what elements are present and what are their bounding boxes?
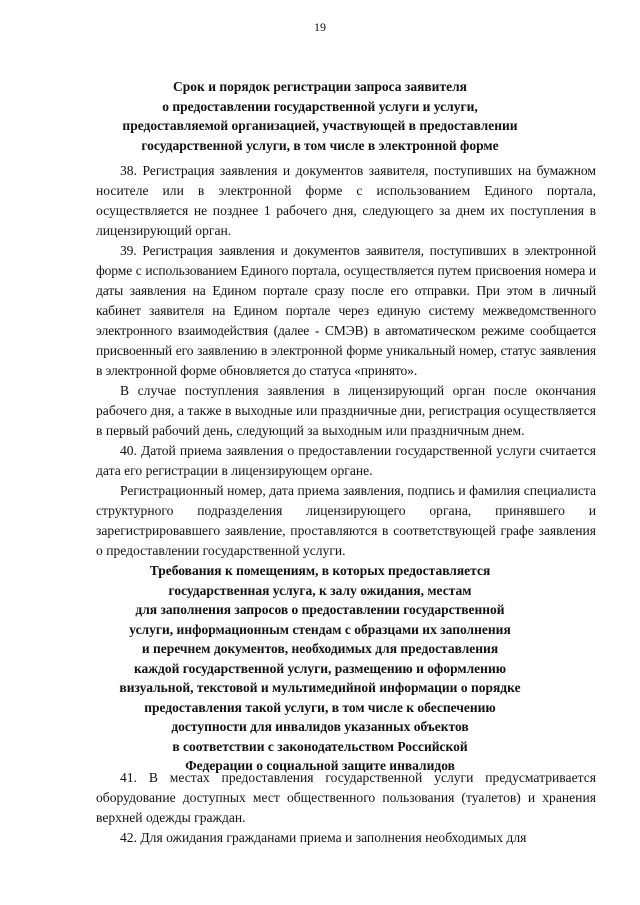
paragraph-38: 38. Регистрация заявления и документов заявителя, поступивших на бумажном носителе или в электронной форме с использованием Единого портала, осуществляется не позднее 1 рабочего дня, следующего за днем их поступления в лицензирующий орган.: [96, 163, 596, 238]
section-heading-registration: [60, 77, 580, 155]
heading-line: Федерации о социальной защите инвалидов: [185, 758, 455, 773]
heading-line: каждой государственной услуги, размещению и оформлению: [133, 660, 507, 676]
section-heading-premises: [60, 561, 580, 776]
heading-line: предоставляемой организацией, участвующей в предоставлении: [122, 118, 518, 133]
heading-line: государственная услуга, к залу ожидания, местам: [168, 582, 472, 598]
paragraph-42: 42. Для ожидания гражданами приема и заполнения необходимых для: [120, 830, 527, 845]
premises-section-body: [96, 768, 596, 848]
heading-line: визуальной, текстовой и мультимедийной информации о порядке: [119, 680, 521, 695]
heading-line: и перечнем документов, необходимых для предоставления: [141, 641, 499, 656]
heading-line: предоставления такой услуги, в том числе к обеспечению: [144, 699, 496, 715]
page-number: 19: [314, 20, 326, 34]
heading-line: в соответствии с законодательством Российской: [172, 738, 468, 754]
heading-line: для заполнения запросов о предоставлении государственной: [135, 602, 505, 617]
paragraph-39-after-hours: В случае поступления заявления в лицензирующий орган после окончания рабочего дня, а также в выходные или праздничные дни, регистрация осуществляется в первый рабочий день, следующий за выходным или праздничным днем.: [96, 383, 596, 438]
heading-line: государственной услуги, в том числе в электронной форме: [141, 137, 499, 153]
heading-line: Срок и порядок регистрации запроса заявителя: [173, 79, 467, 94]
paragraph-39: 39. Регистрация заявления и документов заявителя, поступивших в электронной форме с использованием Единого портала, осуществляется путем присвоения номера и даты заявления на Едином портале сразу после его отправки. При этом в личный кабинет заявителя на Едином портале через единую систему межведомственного электронного взаимодействия (далее - СМЭВ) в автоматическом режиме сообщается присвоенный его заявлению в электронной форме уникальный номер, статус заявления в электронной форме обновляется до статуса «принято».: [96, 243, 596, 378]
paragraph-40: 40. Датой приема заявления о предоставлении государственной услуги считается дата его регистрации в лицензирующем органе.: [96, 443, 596, 478]
heading-line: о предоставлении государственной услуги и услуги,: [162, 98, 478, 114]
paragraph-41: 41. В местах предоставления государственной услуги предусматривается оборудование доступных мест общественного пользования (туалетов) и хранения верхней одежды граждан.: [96, 770, 596, 825]
heading-line: доступности для инвалидов указанных объектов: [171, 719, 469, 734]
registration-section-body: [96, 161, 596, 561]
heading-line: Требования к помещениям, в которых предоставляется: [149, 563, 491, 578]
paragraph-40-registration-number: Регистрационный номер, дата приема заявления, подпись и фамилия специалиста структурного подразделения лицензирующего органа, принявшего и зарегистрировавшего заявление, проставляются в соответствующей графе заявления о предоставлении государственной услуги.: [96, 483, 596, 558]
heading-line: услуги, информационным стендам с образцами их заполнения: [129, 621, 511, 637]
